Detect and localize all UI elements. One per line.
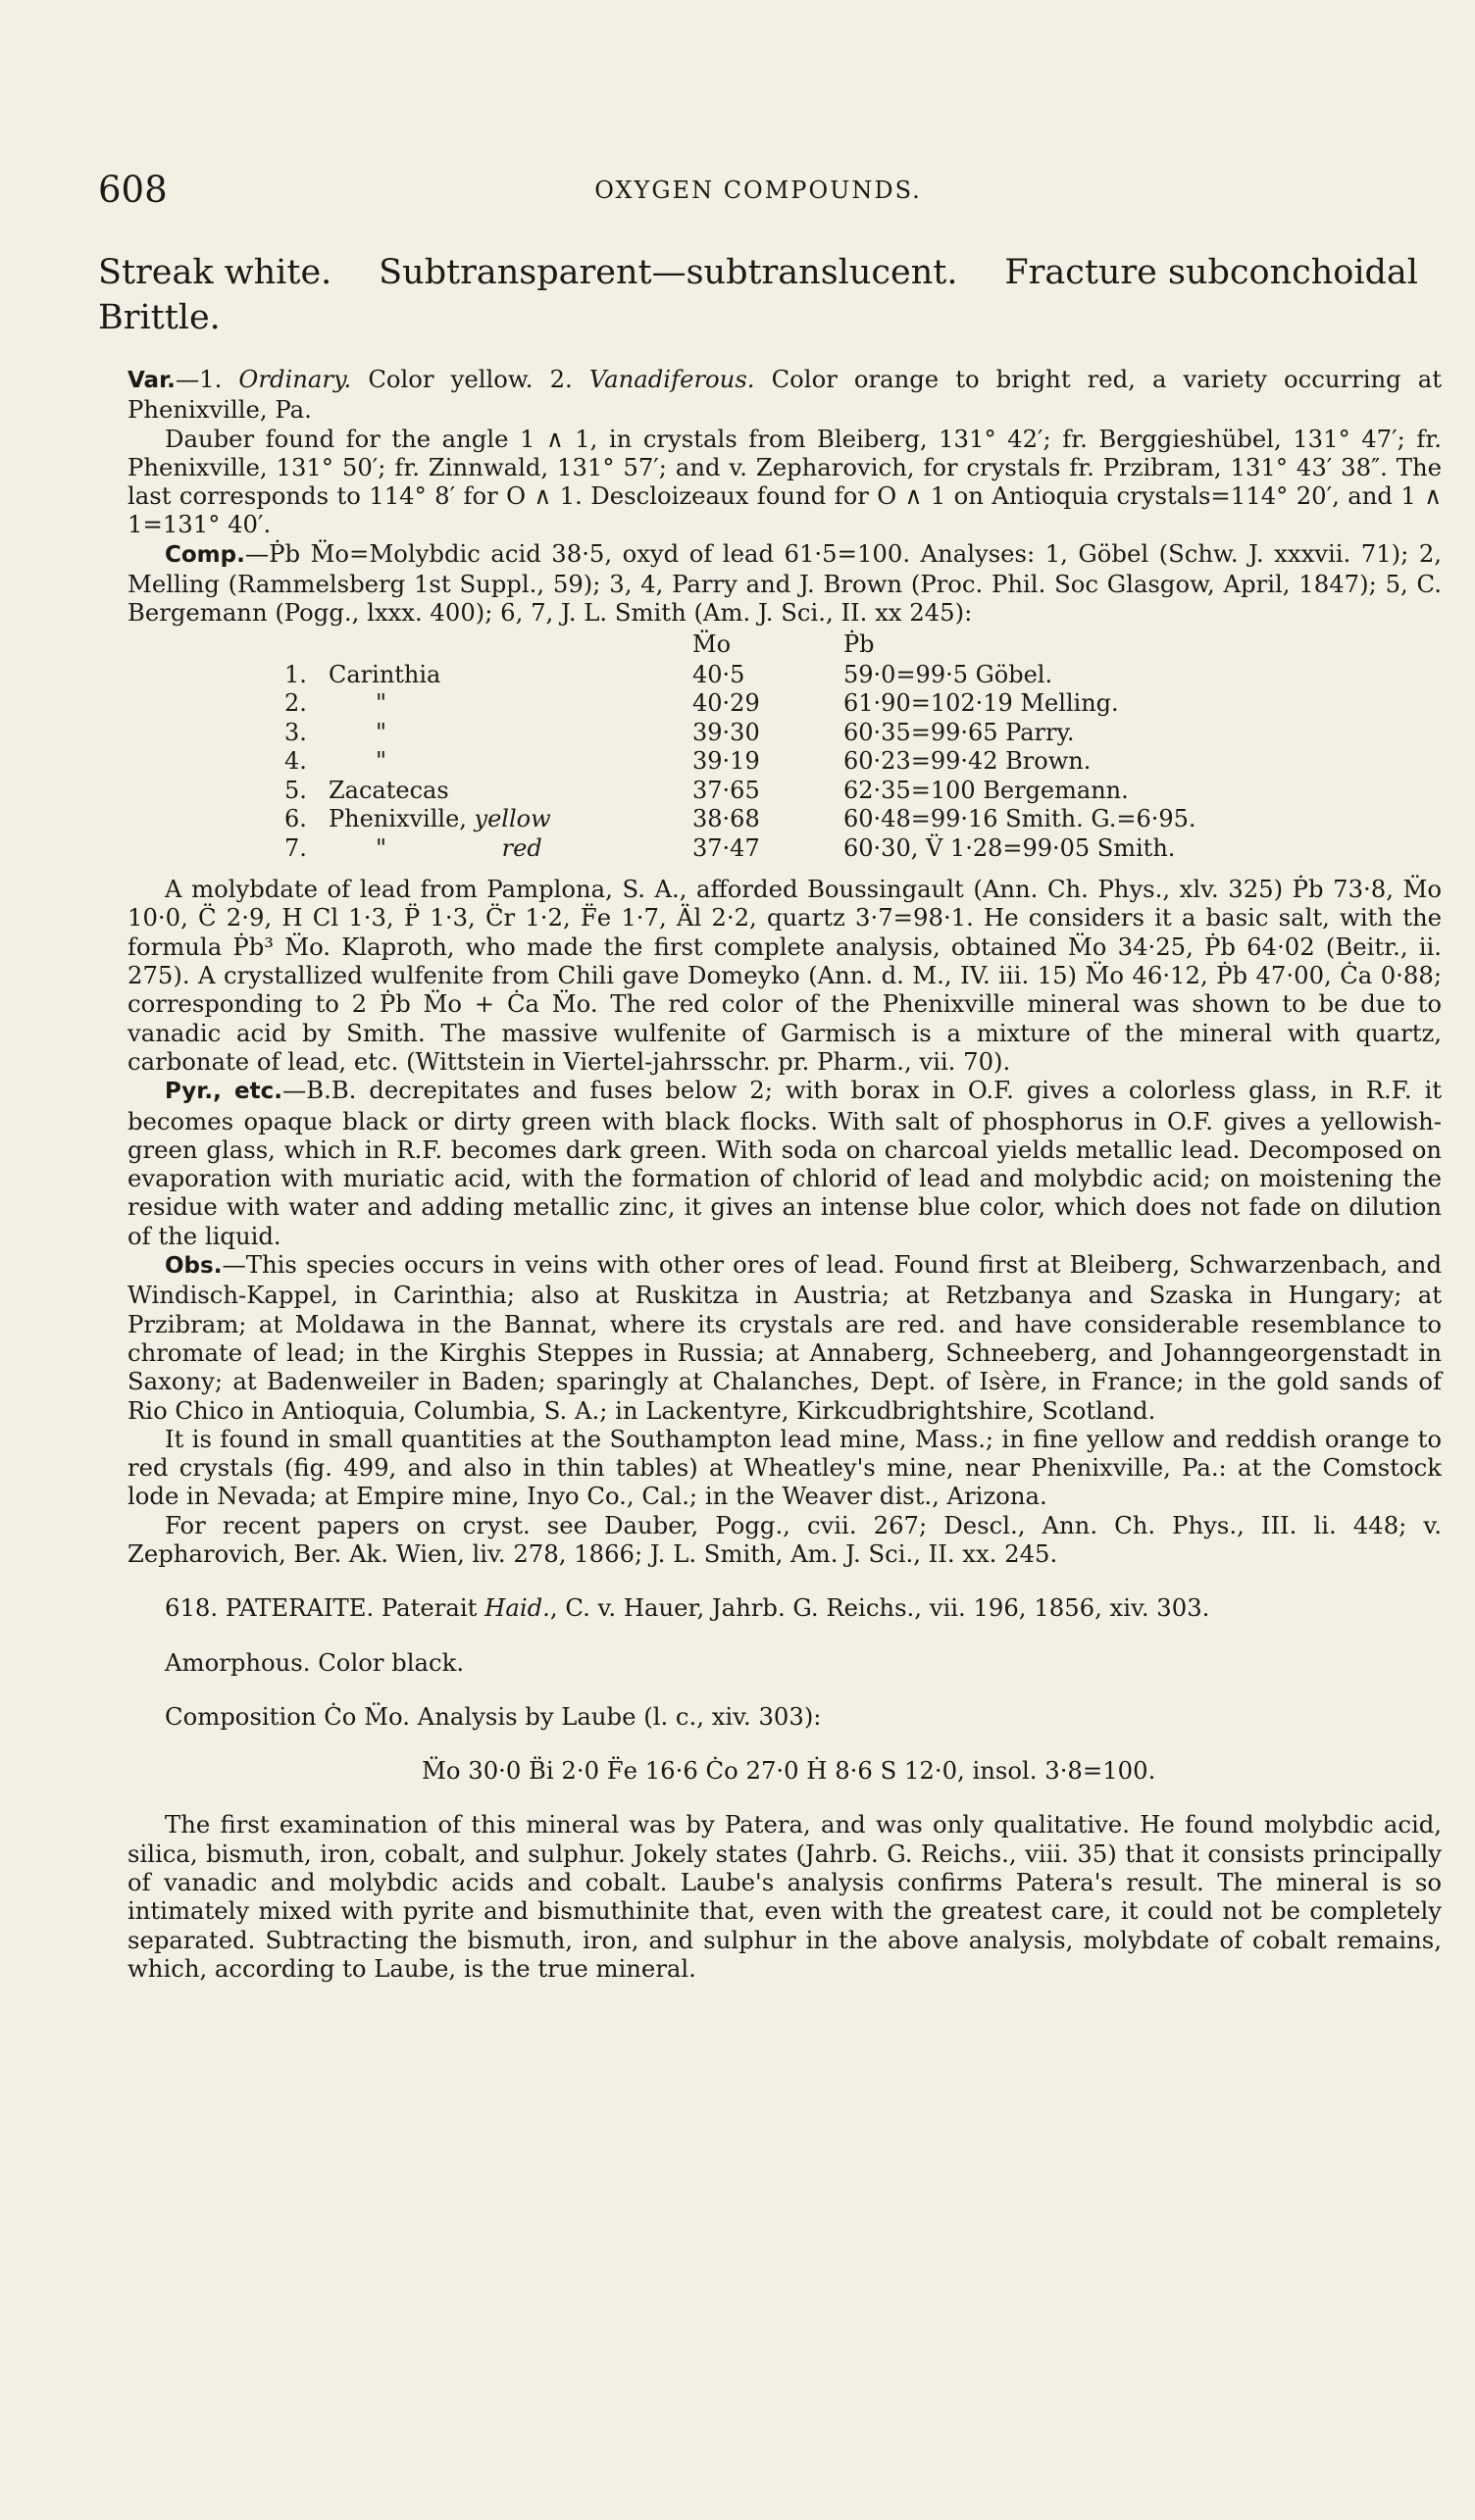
table-row: 3. " 39·30 60·35=99·65 Parry. — [284, 718, 1075, 746]
table-row: 4. " 39·19 60·23=99·42 Brown. — [284, 747, 1092, 776]
comp-paragraph: Comp.—Ṗb M̈o=Molybdic acid 38·5, oxyd of lead 61·5=100. Analyses: 1, Göbel (Schw. J. xxxvii. 71); 2, Melling (Rammelsberg 1st Suppl., 59); 3, 4, Parry and J. Brown (Proc. Phil. Soc Glasgow, April, 1847); 5, C. Bergemann (Pogg., lxxx. 400); 6, 7, J. L. Smith (Am. J. Sci., II. xx 245): — [127, 538, 1442, 628]
analysis-table — [284, 630, 1196, 864]
pyr-label: Pyr., etc. — [165, 1079, 282, 1105]
dauber-paragraph: Dauber found for the angle 1 ∧ 1, in crystals from Bleiberg, 131° 42′; fr. Berggieshübel, 131° 47′; fr. Phenixville, 131° 50′; fr. Zinnwald, 131° 57′; and v. Zepharovich, for crystals fr. Przibram, 131° 43′ 38″. The last corresponds to 114° 8′ for O ∧ 1. Descloizeaux found for O ∧ 1 on Antioquia crystals=114° 20′, and 1 ∧ 1=131° 40′. — [127, 424, 1442, 539]
body-text — [127, 365, 1442, 1983]
table-row: 1. Carinthia 40·5 59·0=99·5 Göbel. — [284, 660, 1053, 688]
analysis-formula: M̈o 30·0 B̈i 2·0 F̈e 16·6 Ċo 27·0 Ḣ 8·6 S 12·0, insol. 3·8=100. — [422, 1756, 1156, 1786]
var-label: Var. — [127, 368, 176, 393]
pateraite-heading: 618. PATERAITE. Paterait Haid., C. v. Hauer, Jahrb. G. Reichs., vii. 196, 1856, xiv. 303. — [165, 1593, 1210, 1623]
streak-text: Streak white. — [98, 253, 332, 292]
running-title: OXYGEN COMPOUNDS. — [594, 176, 922, 204]
table-row: 7. " red 37·47 60·30, V̈ 1·28=99·05 Smith. — [284, 833, 1176, 862]
table-row: 5. Zacatecas 37·65 62·35=100 Bergemann. — [284, 776, 1129, 804]
final-paragraph: The first examination of this mineral was by Patera, and was only qualitative. He found molybdic acid, silica, bismuth, iron, cobalt, and sulphur. Jokely states (Jahrb. G. Reichs., viii. 35) that it consists principally of vanadic and molybdic acids and cobalt. Laube's analysis confirms Patera's result. The mineral is so intimately mixed with pyrite and bismuthinite that, even with the greatest care, it could not be completely separated. Subtracting the bismuth, iron, and sulphur in the above analysis, molybdate of cobalt remains, which, according to Laube, is the true mineral. — [127, 1810, 1442, 1983]
transparency-text: Subtransparent—subtranslucent. — [379, 253, 958, 292]
page-header — [98, 169, 1418, 218]
lead-line-1 — [98, 250, 1418, 295]
molybdate-paragraph: A molybdate of lead from Pamplona, S. A., afforded Boussingault (Ann. Ch. Phys., xlv. 325) Ṗb 73·8, M̈o 10·0, C̈ 2·9, H Cl 1·3, P̈ 1·3, C̈r 1·2, F̈e 1·7, Äl 2·2, quartz 3·7=98·1. He considers it a basic salt, with the formula Ṗb³ M̈o. Klaproth, who made the first complete analysis, obtained M̈o 34·25, Ṗb 64·02 (Beitr., ii. 275). A crystallized wulfenite from Chili gave Domeyko (Ann. d. M., IV. iii. 15) M̈o 46·12, Ṗb 47·00, Ċa 0·88; corresponding to 2 Ṗb M̈o + Ċa M̈o. The red color of the Phenixville mineral was shown to be due to vanadic acid by Smith. The massive wulfenite of Garmisch is a mixture of the mineral with quartz, carbonate of lead, etc. (Wittstein in Viertel-jahrsschr. pr. Pharm., vii. 70). — [127, 875, 1442, 1076]
var-paragraph: Var.—1. Ordinary. Color yellow. 2. Vanadiferous. Color orange to bright red, a variety occurring at Phenixville, Pa. — [127, 365, 1443, 425]
page-number: 608 — [98, 169, 168, 211]
found-paragraph: It is found in small quantities at the Southampton lead mine, Mass.; in fine yellow and reddish orange to red crystals (fig. 499, and also in thin tables) at Wheatley's mine, near Phenixville, Pa.: at the Comstock lode in Nevada; at Empire mine, Inyo Co., Cal.; in the Weaver dist., Arizona. — [127, 1424, 1442, 1511]
analysis-table-header — [284, 630, 1196, 661]
composition-line: Composition Ċo M̈o. Analysis by Laube (l. c., xiv. 303): — [165, 1701, 822, 1731]
lead-line-2: Brittle. — [98, 298, 221, 337]
obs-paragraph: Obs.—This species occurs in veins with other ores of lead. Found first at Bleiberg, Schwarzenbach, and Windisch-Kappel, in Carinthia; also at Ruskitza in Austria; at Retzbanya and Szaska in Hungary; at Przibram; at Moldawa in the Bannat, where its crystals are red. and have considerable resemblance to chromate of lead; in the Kirghis Steppes in Russia; at Annaberg, Schneeberg, and Johanngeorgenstadt in Saxony; at Badenweiler in Baden; sparingly at Chalanches, Dept. of Isère, in France; in the gold sands of Rio Chico in Antioquia, Columbia, S. A.; in Lackentyre, Kirkcudbrightshire, Scotland. — [127, 1250, 1442, 1425]
recent-papers-paragraph: For recent papers on cryst. see Dauber, Pogg., cvii. 267; Descl., Ann. Ch. Phys., III. li. 448; v. Zepharovich, Ber. Ak. Wien, liv. 278, 1866; J. L. Smith, Am. J. Sci., II. xx. 245. — [127, 1510, 1442, 1568]
obs-label: Obs. — [165, 1253, 223, 1280]
table-row: 2. " 40·29 61·90=102·19 Melling. — [284, 689, 1119, 718]
fracture-text: Fracture subconchoidal — [1004, 253, 1418, 292]
col-header-mo: M̈o — [692, 630, 732, 659]
comp-label: Comp. — [165, 541, 245, 568]
table-row: 6. Phenixville, yellow 38·68 60·48=99·16 Smith. G.=6·95. — [284, 805, 1196, 833]
lead-properties — [98, 250, 1418, 340]
col-header-pb: Ṗb — [843, 630, 875, 659]
pyr-paragraph: Pyr., etc.—B.B. decrepitates and fuses below 2; with borax in O.F. gives a colorless glass, in R.F. it becomes opaque black or dirty green with black flocks. With salt of phosphorus in O.F. gives a yellowish-green glass, which in R.F. becomes dark green. With soda on charcoal yields metallic lead. Decomposed on evaporation with muriatic acid, with the formation of chlorid of lead and molybdic acid; on moistening the residue with water and adding metallic zinc, it gives an intense blue color, which does not fade on dilution of the liquid. — [127, 1076, 1442, 1250]
amorphous-line: Amorphous. Color black. — [165, 1647, 465, 1677]
